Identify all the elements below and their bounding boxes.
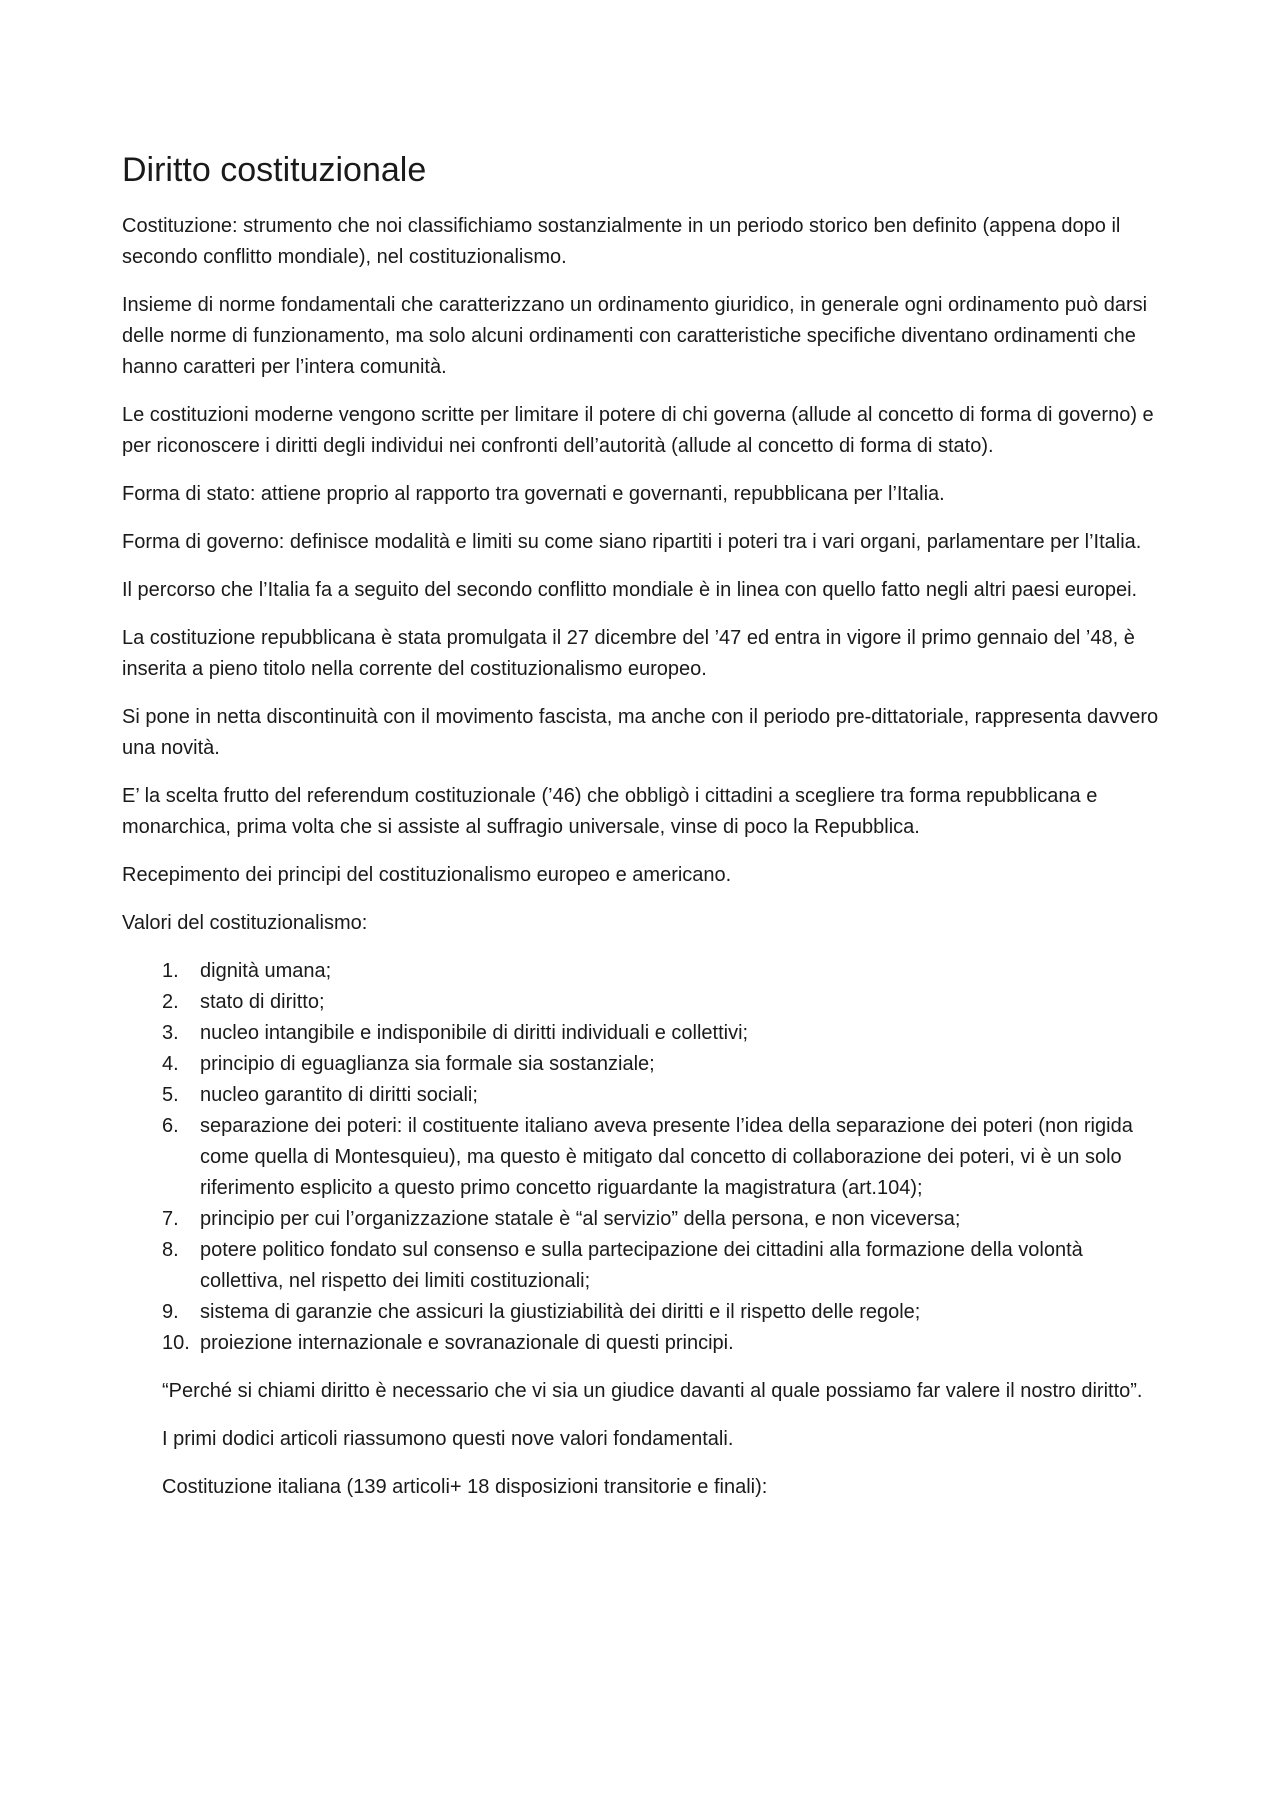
paragraph: Costituzione: strumento che noi classifichiamo sostanzialmente in un periodo storico ben definito (appena dopo il secondo conflitto mondiale), nel costituzionalismo. (122, 214, 1121, 268)
paragraph: Costituzione italiana (139 articoli+ 18 disposizioni transitorie e finali): (162, 1475, 768, 1498)
list-item: 1. dignità umana; (162, 959, 332, 982)
paragraph: Forma di governo: definisce modalità e limiti su come siano ripartiti i poteri tra i vari organi, parlamentare per l’Italia. (122, 530, 1142, 553)
list-item: 3. nucleo intangibile e indisponibile di diritti individuali e collettivi; (162, 1021, 749, 1044)
paragraph: Il percorso che l’Italia fa a seguito del secondo conflitto mondiale è in linea con quello fatto negli altri paesi europei. (122, 578, 1138, 601)
document-title: Diritto costituzionale (122, 151, 427, 189)
list-item: 6. separazione dei poteri: il costituente italiano aveva presente l’idea della separazione dei poteri (non rigida come quella di Montesquieu), ma questo è mitigato dal concetto di collaborazione dei poteri, vi è un solo riferimento esplicito a questo primo concetto riguardante la magistratura (art.104); (162, 1114, 1133, 1199)
list-item: 9. sistema di garanzie che assicuri la giustiziabilità dei diritti e il rispetto delle regole; (162, 1300, 921, 1323)
paragraph: I primi dodici articoli riassumono questi nove valori fondamentali. (162, 1427, 734, 1450)
paragraph: Recepimento dei principi del costituzionalismo europeo e americano. (122, 863, 732, 886)
list-item: 4. principio di eguaglianza sia formale sia sostanziale; (162, 1052, 655, 1075)
values-list (122, 956, 1162, 1359)
list-item: 8. potere politico fondato sul consenso e sulla partecipazione dei cittadini alla formazione della volontà collettiva, nel rispetto dei limiti costituzionali; (162, 1238, 1083, 1292)
list-item: 5. nucleo garantito di diritti sociali; (162, 1083, 478, 1106)
paragraph: Insieme di norme fondamentali che caratterizzano un ordinamento giuridico, in generale ogni ordinamento può darsi delle norme di funzionamento, ma solo alcuni ordinamenti con caratteristiche specifiche diventano ordinamenti che hanno caratteri per l’intera comunità. (122, 293, 1148, 378)
list-item: 2. stato di diritto; (162, 990, 325, 1013)
list-item: 7. principio per cui l’organizzazione statale è “al servizio” della persona, e non viceversa; (162, 1207, 961, 1230)
list-item: 10. proiezione internazionale e sovranazionale di questi principi. (162, 1331, 734, 1354)
paragraph: La costituzione repubblicana è stata promulgata il 27 dicembre del ’47 ed entra in vigore il primo gennaio del ’48, è inserita a pieno titolo nella corrente del costituzionalismo europeo. (122, 626, 1135, 680)
paragraph: Forma di stato: attiene proprio al rapporto tra governati e governanti, repubblicana per l’Italia. (122, 482, 945, 505)
list-heading: Valori del costituzionalismo: (122, 911, 368, 934)
document-page (122, 150, 1162, 1520)
paragraph: Le costituzioni moderne vengono scritte per limitare il potere di chi governa (allude al concetto di forma di governo) e per riconoscere i diritti degli individui nei confronti dell’autorità (allude al concetto di forma di stato). (122, 403, 1154, 457)
quote-paragraph: “Perché si chiami diritto è necessario che vi sia un giudice davanti al quale possiamo far valere il nostro diritto”. (162, 1379, 1143, 1402)
paragraph: E’ la scelta frutto del referendum costituzionale (’46) che obbligò i cittadini a scegliere tra forma repubblicana e monarchica, prima volta che si assiste al suffragio universale, vinse di poco la Repubblica. (122, 784, 1098, 838)
paragraph: Si pone in netta discontinuità con il movimento fascista, ma anche con il periodo pre-dittatoriale, rappresenta davvero una novità. (122, 705, 1159, 759)
